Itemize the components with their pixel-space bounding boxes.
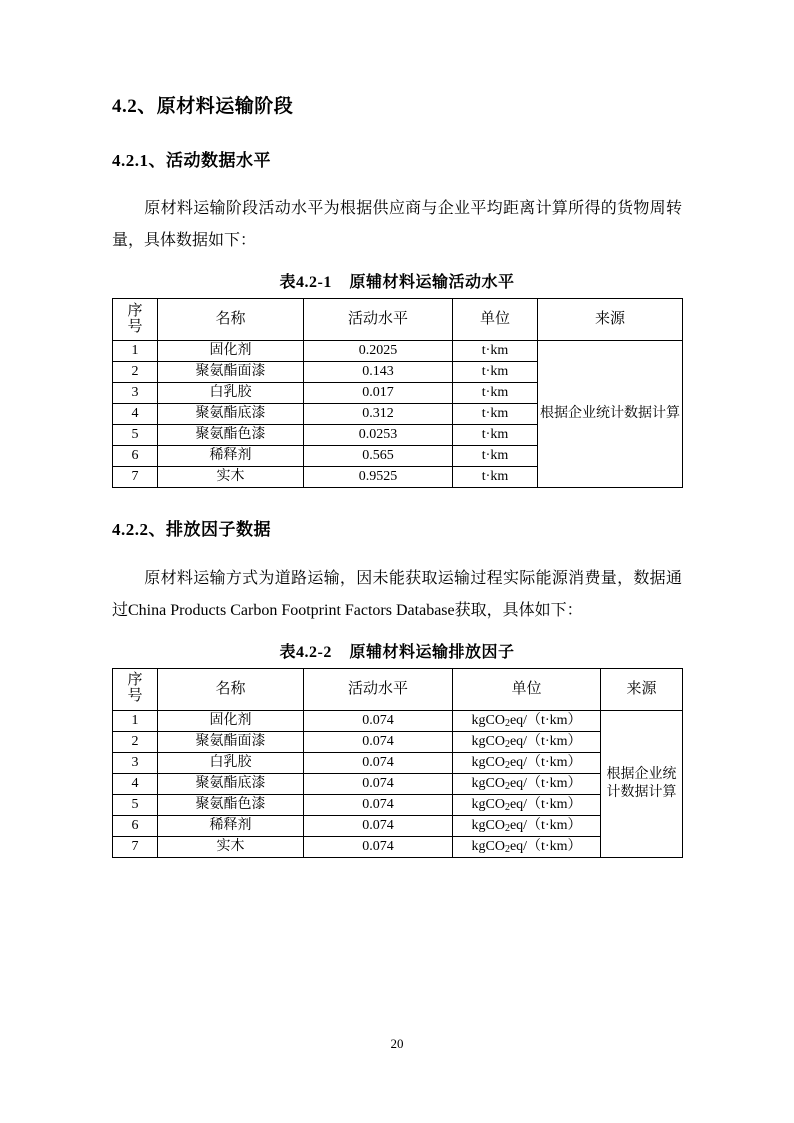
cell-activity: 0.074 — [304, 773, 453, 794]
cell-seq: 4 — [113, 773, 158, 794]
column-header-unit: 单位 — [453, 299, 538, 341]
paragraph-4-2-1 — [112, 193, 682, 257]
cell-name: 聚氨酯色漆 — [158, 794, 304, 815]
cell-unit: kgCO$_2$eq/（t·km） — [453, 773, 601, 794]
table-row — [113, 752, 683, 773]
cell-name: 固化剂 — [158, 710, 304, 731]
cell-unit: kgCO$_2$eq/（t·km） — [453, 731, 601, 752]
cell-source: 根据企业统计数据计算 — [538, 341, 683, 488]
cell-name: 稀释剂 — [158, 815, 304, 836]
cell-activity: 0.9525 — [304, 467, 453, 488]
table-caption-2-label: 表4.2-2 — [279, 643, 332, 661]
cell-activity: 0.017 — [304, 383, 453, 404]
cell-activity: 0.565 — [304, 446, 453, 467]
cell-unit: t·km — [453, 446, 538, 467]
column-header-unit: 单位 — [453, 668, 601, 710]
table-caption-2 — [112, 639, 682, 662]
cell-activity: 0.074 — [304, 815, 453, 836]
table-row — [113, 773, 683, 794]
paragraph-4-2-1-text: 原材料运输阶段活动水平为根据供应商与企业平均距离计算所得的货物周转量，具体数据如下： — [112, 200, 682, 250]
seq-line-2: 号 — [127, 318, 143, 335]
seq-line-1: 序 — [127, 672, 143, 689]
cell-unit: kgCO$_2$eq/（t·km） — [453, 752, 601, 773]
cell-name: 聚氨酯面漆 — [158, 731, 304, 752]
cell-unit: t·km — [453, 383, 538, 404]
table-row — [113, 815, 683, 836]
cell-activity: 0.074 — [304, 731, 453, 752]
column-header-name: 名称 — [158, 668, 304, 710]
cell-name: 聚氨酯面漆 — [158, 362, 304, 383]
table-activity-level — [112, 298, 683, 488]
cell-unit: t·km — [453, 467, 538, 488]
cell-activity: 0.312 — [304, 404, 453, 425]
cell-unit: kgCO$_2$eq/（t·km） — [453, 794, 601, 815]
cell-seq: 5 — [113, 794, 158, 815]
cell-seq: 4 — [113, 404, 158, 425]
table-row — [113, 794, 683, 815]
cell-seq: 7 — [113, 467, 158, 488]
cell-activity: 0.0253 — [304, 425, 453, 446]
spacer — [112, 627, 682, 639]
spacer — [112, 488, 682, 520]
column-header-seq — [113, 299, 158, 341]
table-body — [113, 710, 683, 857]
table-caption-1 — [112, 269, 682, 292]
cell-seq: 2 — [113, 362, 158, 383]
section-heading-4-2-2: 4.2.2、排放因子数据 — [112, 520, 271, 540]
column-header-source: 来源 — [601, 668, 683, 710]
cell-activity: 0.2025 — [304, 341, 453, 362]
cell-unit: t·km — [453, 404, 538, 425]
table-emission-factors — [112, 668, 683, 858]
cell-seq: 6 — [113, 815, 158, 836]
table-caption-1-title: 原辅材料运输活动水平 — [349, 274, 515, 292]
cell-name: 白乳胶 — [158, 752, 304, 773]
cell-name: 实木 — [158, 467, 304, 488]
cell-name: 稀释剂 — [158, 446, 304, 467]
spacer — [112, 257, 682, 269]
cell-seq: 6 — [113, 446, 158, 467]
table-header-row — [113, 668, 683, 710]
table-row — [113, 710, 683, 731]
seq-line-2: 号 — [127, 688, 143, 705]
cell-unit: kgCO$_2$eq/（t·km） — [453, 815, 601, 836]
page-content — [112, 96, 682, 858]
cell-seq: 3 — [113, 752, 158, 773]
column-header-source: 来源 — [538, 299, 683, 341]
table-caption-1-label: 表4.2-1 — [279, 274, 332, 292]
page-number: 20 — [390, 1036, 404, 1051]
table-body — [113, 341, 683, 488]
cell-activity: 0.074 — [304, 710, 453, 731]
section-heading-4-2: 4.2、原材料运输阶段 — [112, 96, 294, 117]
table-row — [113, 731, 683, 752]
cell-unit: t·km — [453, 362, 538, 383]
cell-seq: 1 — [113, 710, 158, 731]
spacer — [112, 171, 682, 193]
spacer — [112, 541, 682, 563]
spacer — [112, 119, 682, 151]
cell-seq: 1 — [113, 341, 158, 362]
cell-activity: 0.074 — [304, 794, 453, 815]
seq-line-1: 序 — [127, 302, 143, 319]
cell-seq: 2 — [113, 731, 158, 752]
table-row — [113, 836, 683, 857]
paragraph-4-2-2 — [112, 563, 682, 627]
column-header-activity: 活动水平 — [304, 299, 453, 341]
cell-seq: 7 — [113, 836, 158, 857]
cell-unit: t·km — [453, 341, 538, 362]
cell-name: 聚氨酯底漆 — [158, 773, 304, 794]
cell-activity: 0.143 — [304, 362, 453, 383]
cell-source: 根据企业统计数据计算 — [601, 710, 683, 857]
cell-unit: kgCO$_2$eq/（t·km） — [453, 710, 601, 731]
cell-unit: t·km — [453, 425, 538, 446]
cell-name: 聚氨酯色漆 — [158, 425, 304, 446]
column-header-activity: 活动水平 — [304, 668, 453, 710]
cell-activity: 0.074 — [304, 752, 453, 773]
paragraph-4-2-2-text: 原材料运输方式为道路运输，因未能获取运输过程实际能源消费量，数据通过China Products Carbon Footprint Factors Database获取，具体如下： — [112, 569, 682, 619]
table-caption-2-title: 原辅材料运输排放因子 — [349, 643, 515, 661]
cell-name: 实木 — [158, 836, 304, 857]
column-header-seq — [113, 668, 158, 710]
cell-name: 聚氨酯底漆 — [158, 404, 304, 425]
cell-name: 固化剂 — [158, 341, 304, 362]
column-header-name: 名称 — [158, 299, 304, 341]
cell-seq: 3 — [113, 383, 158, 404]
cell-name: 白乳胶 — [158, 383, 304, 404]
cell-unit: kgCO$_2$eq/（t·km） — [453, 836, 601, 857]
cell-seq: 5 — [113, 425, 158, 446]
table-row — [113, 341, 683, 362]
section-heading-4-2-1: 4.2.1、活动数据水平 — [112, 150, 271, 170]
table-header-row — [113, 299, 683, 341]
cell-activity: 0.074 — [304, 836, 453, 857]
